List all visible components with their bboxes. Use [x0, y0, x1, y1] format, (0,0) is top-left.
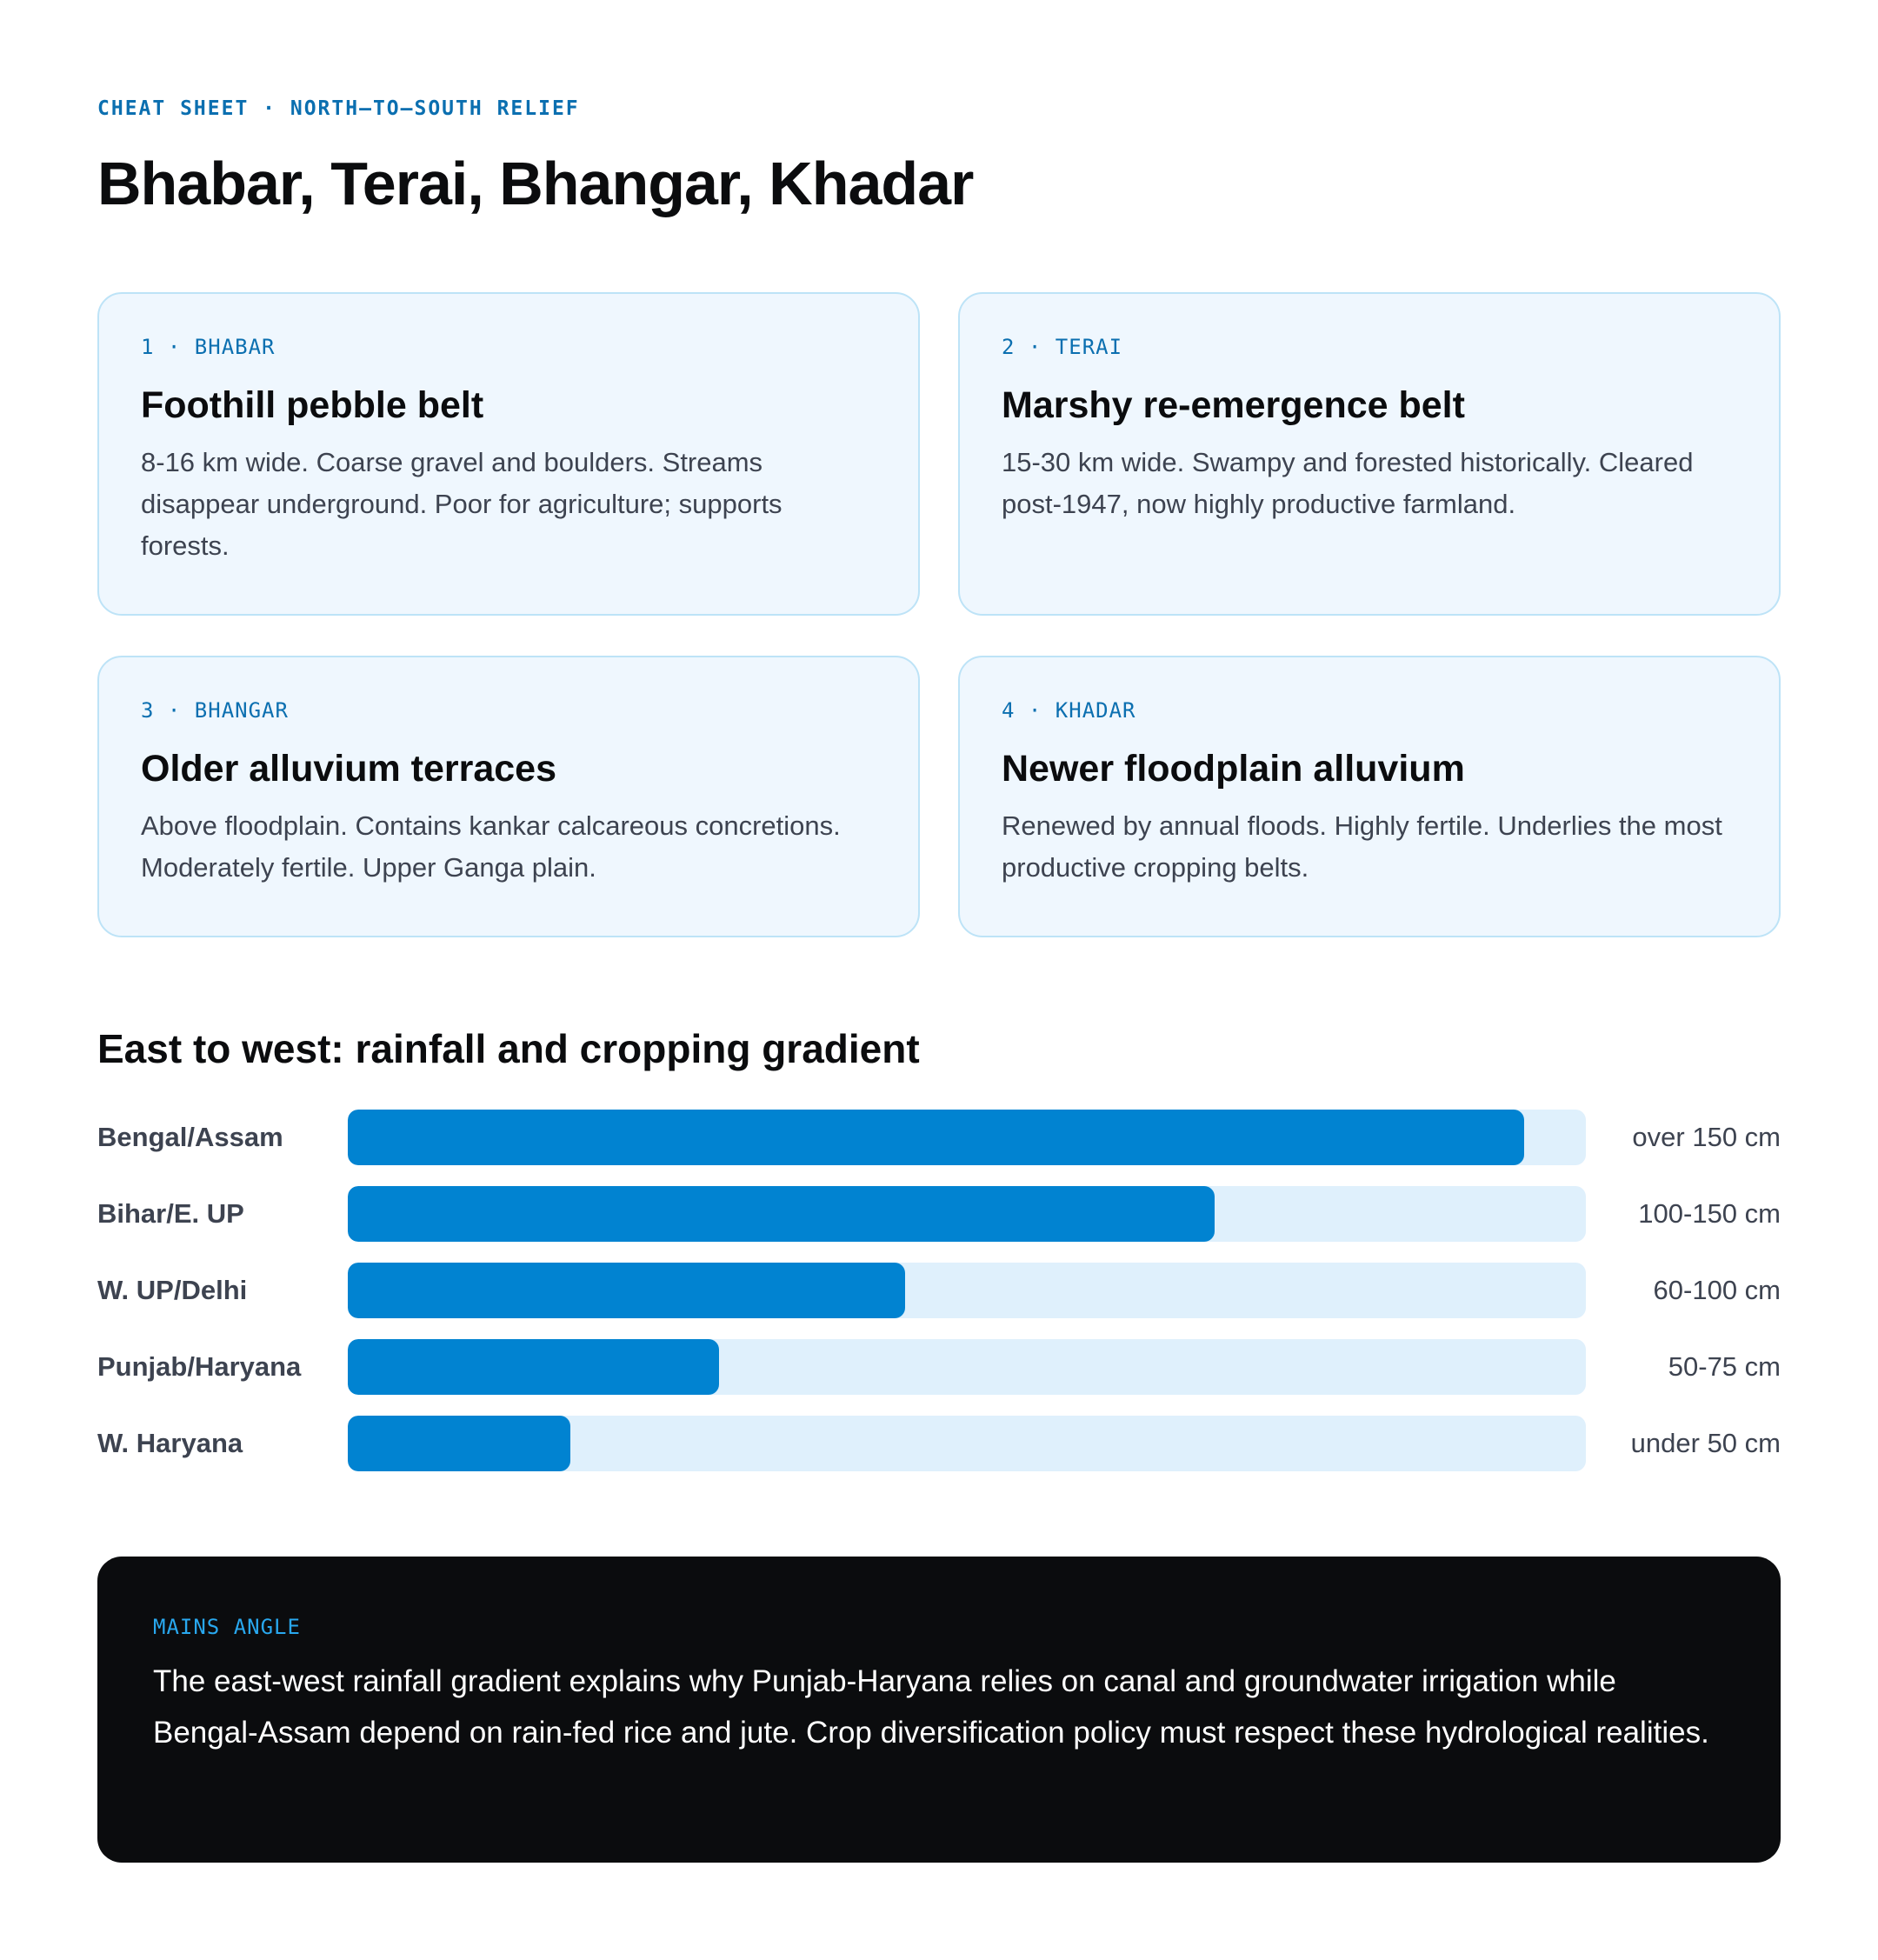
card-title: Foothill pebble belt: [141, 384, 484, 426]
card-khadar: [958, 656, 1781, 937]
card-title: Older alluvium terraces: [141, 748, 556, 790]
bar-fill: [348, 1110, 1524, 1165]
bar-fill: [348, 1416, 570, 1471]
page-title: Bhabar, Terai, Bhangar, Khadar: [97, 150, 974, 217]
bar-track: [348, 1339, 1586, 1395]
card-terai: [958, 292, 1781, 616]
bar-track: [348, 1416, 1586, 1471]
card-label: 4 · KHADAR: [1002, 698, 1136, 723]
card-bhangar: [97, 656, 920, 937]
bar-region-label: Punjab/Haryana: [97, 1351, 302, 1382]
bar-value-label: 50-75 cm: [1668, 1351, 1781, 1382]
bar-track: [348, 1263, 1586, 1318]
bar-value-label: over 150 cm: [1632, 1122, 1781, 1152]
bar-region-label: W. UP/Delhi: [97, 1275, 248, 1305]
card-title: Newer floodplain alluvium: [1002, 748, 1465, 790]
bar-region-label: Bihar/E. UP: [97, 1198, 244, 1229]
bar-row-punjab-haryana: [97, 1339, 1781, 1395]
card-title: Marshy re-emergence belt: [1002, 384, 1465, 426]
bar-region-label: W. Haryana: [97, 1428, 243, 1458]
bar-row-w-haryana: [97, 1416, 1781, 1471]
card-body: Renewed by annual floods. Highly fertile. Underlies the most productive cropping belts.: [1002, 810, 1722, 883]
card-body: 8-16 km wide. Coarse gravel and boulders. Streams disappear underground. Poor for agriculture; supports forests.: [141, 447, 782, 561]
bar-track: [348, 1186, 1586, 1242]
card-label: 2 · TERAI: [1002, 335, 1123, 359]
card-bhabar: [97, 292, 920, 616]
callout-label: MAINS ANGLE: [153, 1615, 301, 1639]
gradient-title: East to west: rainfall and cropping gradient: [97, 1026, 920, 1071]
bar-region-label: Bengal/Assam: [97, 1122, 283, 1152]
eyebrow-label: CHEAT SHEET · NORTH–TO–SOUTH RELIEF: [97, 97, 580, 120]
bar-fill: [348, 1263, 905, 1318]
card-label: 1 · BHABAR: [141, 335, 276, 359]
bar-row-w-up-delhi: [97, 1263, 1781, 1318]
bar-fill: [348, 1186, 1215, 1242]
bar-value-label: 100-150 cm: [1638, 1198, 1781, 1229]
card-label: 3 · BHANGAR: [141, 698, 289, 723]
bar-row-bengal-assam: [97, 1110, 1781, 1165]
card-body: 15-30 km wide. Swampy and forested historically. Cleared post-1947, now highly productive farmland.: [1002, 447, 1694, 519]
mains-angle-callout: [97, 1557, 1781, 1863]
card-body: Above floodplain. Contains kankar calcareous concretions. Moderately fertile. Upper Ganga plain.: [141, 810, 841, 883]
bar-value-label: under 50 cm: [1630, 1428, 1781, 1458]
bar-value-label: 60-100 cm: [1653, 1275, 1781, 1305]
callout-body: The east-west rainfall gradient explains why Punjab-Haryana relies on canal and groundwater irrigation while Bengal-Assam depend on rain-fed rice and jute. Crop diversification policy must respect these hydrological realities.: [153, 1664, 1709, 1750]
bar-track: [348, 1110, 1586, 1165]
bar-fill: [348, 1339, 719, 1395]
bar-row-bihar-e-up: [97, 1186, 1781, 1242]
